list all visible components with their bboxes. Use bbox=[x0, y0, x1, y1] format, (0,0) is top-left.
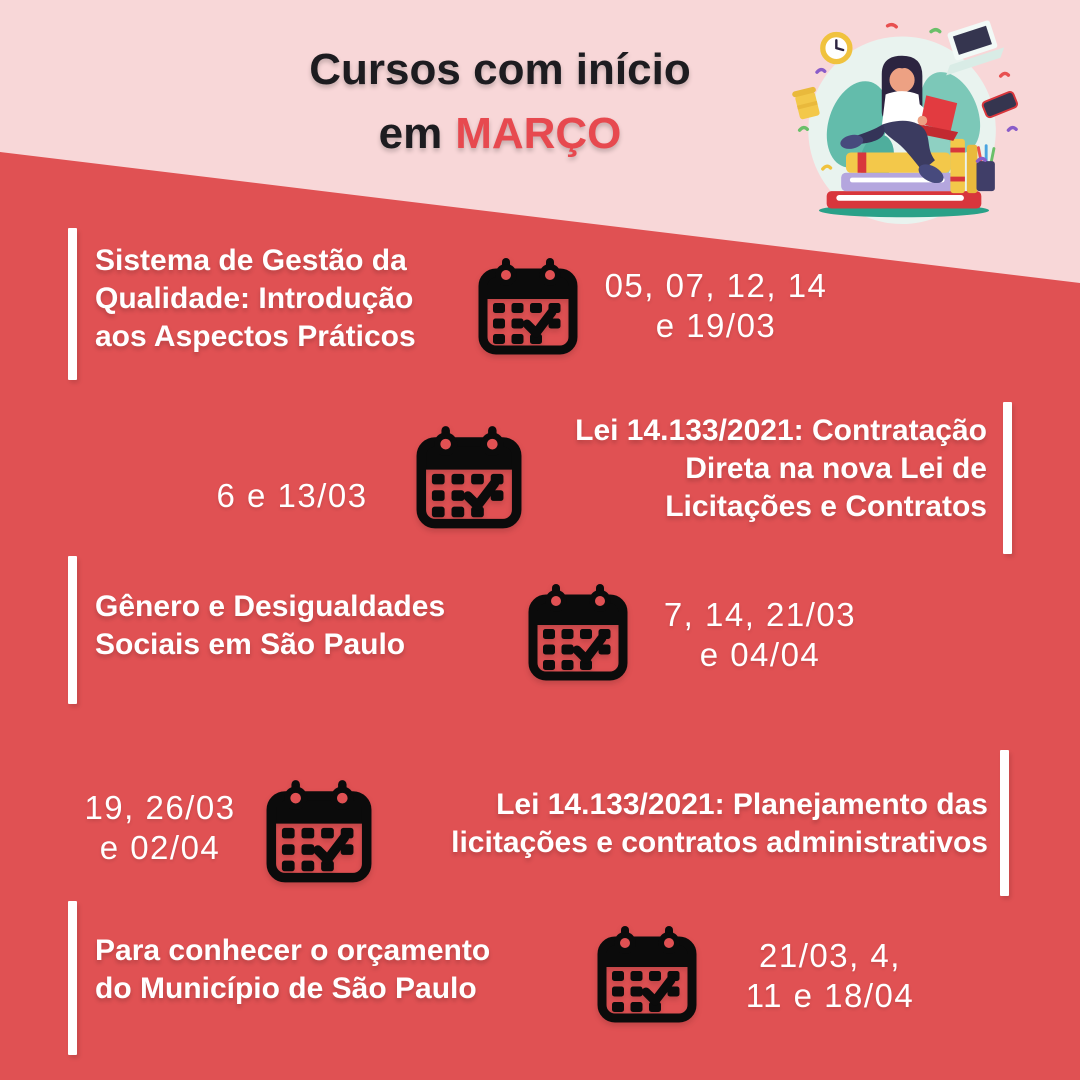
title-line-2 bbox=[190, 102, 810, 166]
course-title bbox=[460, 412, 987, 526]
course-dates bbox=[40, 788, 280, 868]
accent-bar bbox=[1000, 750, 1009, 896]
text-line: Sociais em São Paulo bbox=[95, 628, 406, 661]
course-dates bbox=[172, 476, 412, 516]
text-line: e 19/03 bbox=[655, 307, 777, 344]
course-row-3 bbox=[0, 554, 1080, 708]
accent-bar bbox=[68, 901, 77, 1055]
accent-bar bbox=[68, 228, 77, 380]
course-dates bbox=[705, 936, 955, 1016]
title-line-1: Cursos com início bbox=[309, 45, 691, 94]
text-line: 05, 07, 12, 14 bbox=[604, 267, 828, 304]
calendar-icon bbox=[478, 256, 578, 356]
woman-studying-illustration bbox=[788, 16, 1020, 229]
text-line: Direta na nova Lei de bbox=[685, 452, 987, 485]
accent-bar bbox=[68, 556, 77, 704]
text-line: 6 e 13/03 bbox=[216, 477, 368, 514]
course-dates bbox=[640, 595, 880, 675]
text-line: 19, 26/03 bbox=[84, 789, 236, 826]
text-line: 21/03, 4, bbox=[759, 937, 901, 974]
course-row-2 bbox=[0, 400, 1080, 558]
text-line: aos Aspectos Práticos bbox=[95, 320, 416, 353]
text-line: 7, 14, 21/03 bbox=[663, 596, 857, 633]
course-title bbox=[95, 242, 485, 356]
text-line: licitações e contratos administrativos bbox=[451, 826, 988, 859]
title-prefix: em bbox=[378, 109, 443, 158]
text-line: e 02/04 bbox=[99, 829, 221, 866]
course-row-5 bbox=[0, 899, 1080, 1059]
course-title bbox=[95, 588, 495, 664]
course-row-4 bbox=[0, 748, 1080, 898]
accent-bar bbox=[1003, 402, 1012, 554]
course-title bbox=[95, 932, 555, 1008]
course-dates bbox=[586, 266, 846, 346]
text-line: Para conhecer o orçamento bbox=[95, 934, 491, 967]
calendar-icon bbox=[597, 924, 697, 1024]
text-line: e 04/04 bbox=[699, 636, 821, 673]
text-line: Lei 14.133/2021: Planejamento das bbox=[496, 788, 988, 821]
text-line: Gênero e Desigualdades bbox=[95, 590, 446, 623]
calendar-icon bbox=[528, 582, 628, 682]
text-line: 11 e 18/04 bbox=[745, 977, 915, 1014]
text-line: Qualidade: Introdução bbox=[95, 282, 414, 315]
page-title bbox=[190, 38, 810, 166]
course-row-1 bbox=[0, 222, 1080, 384]
text-line: Lei 14.133/2021: Contratação bbox=[575, 414, 987, 447]
month-highlight: MARÇO bbox=[455, 109, 622, 158]
text-line: do Município de São Paulo bbox=[95, 972, 477, 1005]
text-line: Licitações e Contratos bbox=[665, 490, 987, 523]
text-line: Sistema de Gestão da bbox=[95, 244, 407, 277]
course-title bbox=[340, 786, 988, 862]
